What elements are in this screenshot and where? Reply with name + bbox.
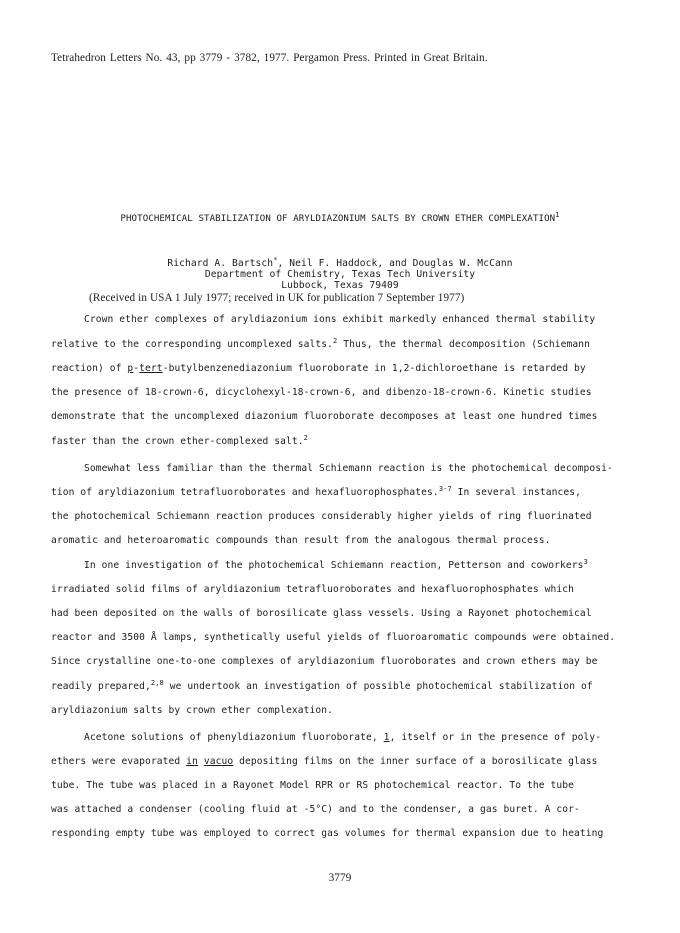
p1-line2 — [51, 339, 590, 351]
p3-line3: had been deposited on the walls of borosilicate glass vessels. Using a Rayonet photochemical — [51, 608, 592, 619]
latin-in: in — [186, 756, 198, 767]
p2-line2-text-b: In several instances, — [451, 487, 582, 498]
tert-prefix: tert — [139, 363, 163, 374]
latin-vacuo: vacuo — [203, 756, 234, 767]
p3-line6-text: readily prepared, — [51, 681, 151, 692]
p1-line4: the presence of 18-crown-6, dicyclohexyl-18-crown-6, and dibenzo-18-crown-6. Kinetic studies — [51, 387, 592, 398]
p1-line5: demonstrate that the uncomplexed diazonium fluoroborate decomposes at least one hundred times — [51, 411, 598, 422]
title-text: PHOTOCHEMICAL STABILIZATION OF ARYLDIAZONIUM SALTS BY CROWN ETHER COMPLEXATION — [120, 214, 556, 224]
page-number: 3779 — [328, 872, 352, 884]
affiliation: Department of Chemistry, Texas Tech University — [204, 269, 476, 280]
affiliation-city: Lubbock, Texas 79409 — [281, 280, 399, 291]
citation-ref: 2,8 — [150, 679, 164, 687]
p3-line2: irradiated solid films of aryldiazonium tetrafluoroborates and hexafluorophosphates which — [51, 584, 574, 595]
p4-line2 — [51, 756, 598, 768]
p2-line4: aromatic and heteroaromatic compounds than result from the analogous thermal process. — [51, 535, 551, 546]
title-footnote-ref: 1 — [555, 211, 560, 219]
p3-line4-text-b: lamps, synthetically useful yields of fluoroaromatic compounds were obtained. — [156, 632, 616, 643]
p4-line1-text: Acetone solutions of phenyldiazonium fluoroborate, — [84, 732, 384, 743]
p1-line6 — [51, 436, 308, 448]
angstrom-symbol: Å — [150, 632, 157, 643]
citation-ref: 2 — [303, 434, 308, 442]
p1-line3-text-b: -butylbenzenediazonium fluoroborate in 1,2-dichloroethane is retarded by — [162, 363, 586, 374]
p3-line7: aryldiazonium salts by crown ether complexation. — [51, 705, 334, 716]
p3-line4-text: reactor and 3500 — [51, 632, 151, 643]
p4-line2-text: ethers were evaporated — [51, 756, 187, 767]
p1-line2-text-b: Thus, the thermal decomposition (Schiemann — [337, 339, 591, 350]
p4-line3: tube. The tube was placed in a Rayonet Model RPR or RS photochemical reactor. To the tube — [51, 780, 574, 791]
p1-line3-text: reaction) of — [51, 363, 128, 374]
p2-line3: the photochemical Schiemann reaction produces considerably higher yields of ring fluorinated — [51, 511, 592, 522]
p3-line6 — [51, 681, 593, 693]
paper-title — [0, 213, 680, 225]
journal-header: Tetrahedron Letters No. 43, pp 3779 - 3782, 1977. Pergamon Press. Printed in Great Britain. — [51, 52, 488, 64]
p2-line1: Somewhat less familiar than the thermal Schiemann reaction is the photochemical decomposi- — [84, 463, 613, 474]
p4-line1 — [84, 732, 601, 744]
p3-line1 — [84, 560, 588, 572]
para-prefix: p — [127, 363, 134, 374]
p1-line1: Crown ether complexes of aryldiazonium ions exhibit markedly enhanced thermal stability — [84, 314, 596, 325]
compound-number: 1 — [383, 732, 390, 743]
p4-line2-text-b: depositing films on the inner surface of a borosilicate glass — [233, 756, 598, 767]
p3-line1-text: In one investigation of the photochemical Schiemann reaction, Petterson and coworkers — [84, 560, 584, 571]
hyphen: - — [133, 363, 140, 374]
received-dates: (Received in USA 1 July 1977; received in UK for publication 7 September 1977) — [89, 292, 465, 304]
author-names-rest: , Neil F. Haddock, and Douglas W. McCann — [277, 258, 513, 269]
p2-line2-text: tion of aryldiazonium tetrafluoroborates and hexafluorophosphates. — [51, 487, 439, 498]
citation-ref: 2 — [333, 337, 338, 345]
p3-line6-text-b: we undertook an investigation of possible photochemical stabilization of — [163, 681, 593, 692]
corresponding-author-mark: * — [273, 256, 278, 264]
p4-line4: was attached a condenser (cooling fluid at -5°C) and to the condenser, a gas buret. A cor- — [51, 804, 580, 815]
p3-line5: Since crystalline one-to-one complexes of aryldiazonium fluoroborates and crown ethers may be — [51, 656, 598, 667]
author-names: Richard A. Bartsch — [167, 258, 274, 269]
citation-ref: 3 — [583, 558, 588, 566]
p1-line3 — [51, 363, 586, 375]
p1-line2-text: relative to the corresponding uncomplexed salts. — [51, 339, 334, 350]
p4-line1-text-b: , itself or in the presence of poly- — [389, 732, 602, 743]
citation-ref: 3-7 — [438, 485, 452, 493]
p4-line5: responding empty tube was employed to correct gas volumes for thermal expansion due to heating — [51, 828, 604, 839]
p2-line2 — [51, 487, 581, 499]
p1-line6-text: faster than the crown ether-complexed salt. — [51, 436, 304, 447]
p3-line4 — [51, 632, 615, 644]
